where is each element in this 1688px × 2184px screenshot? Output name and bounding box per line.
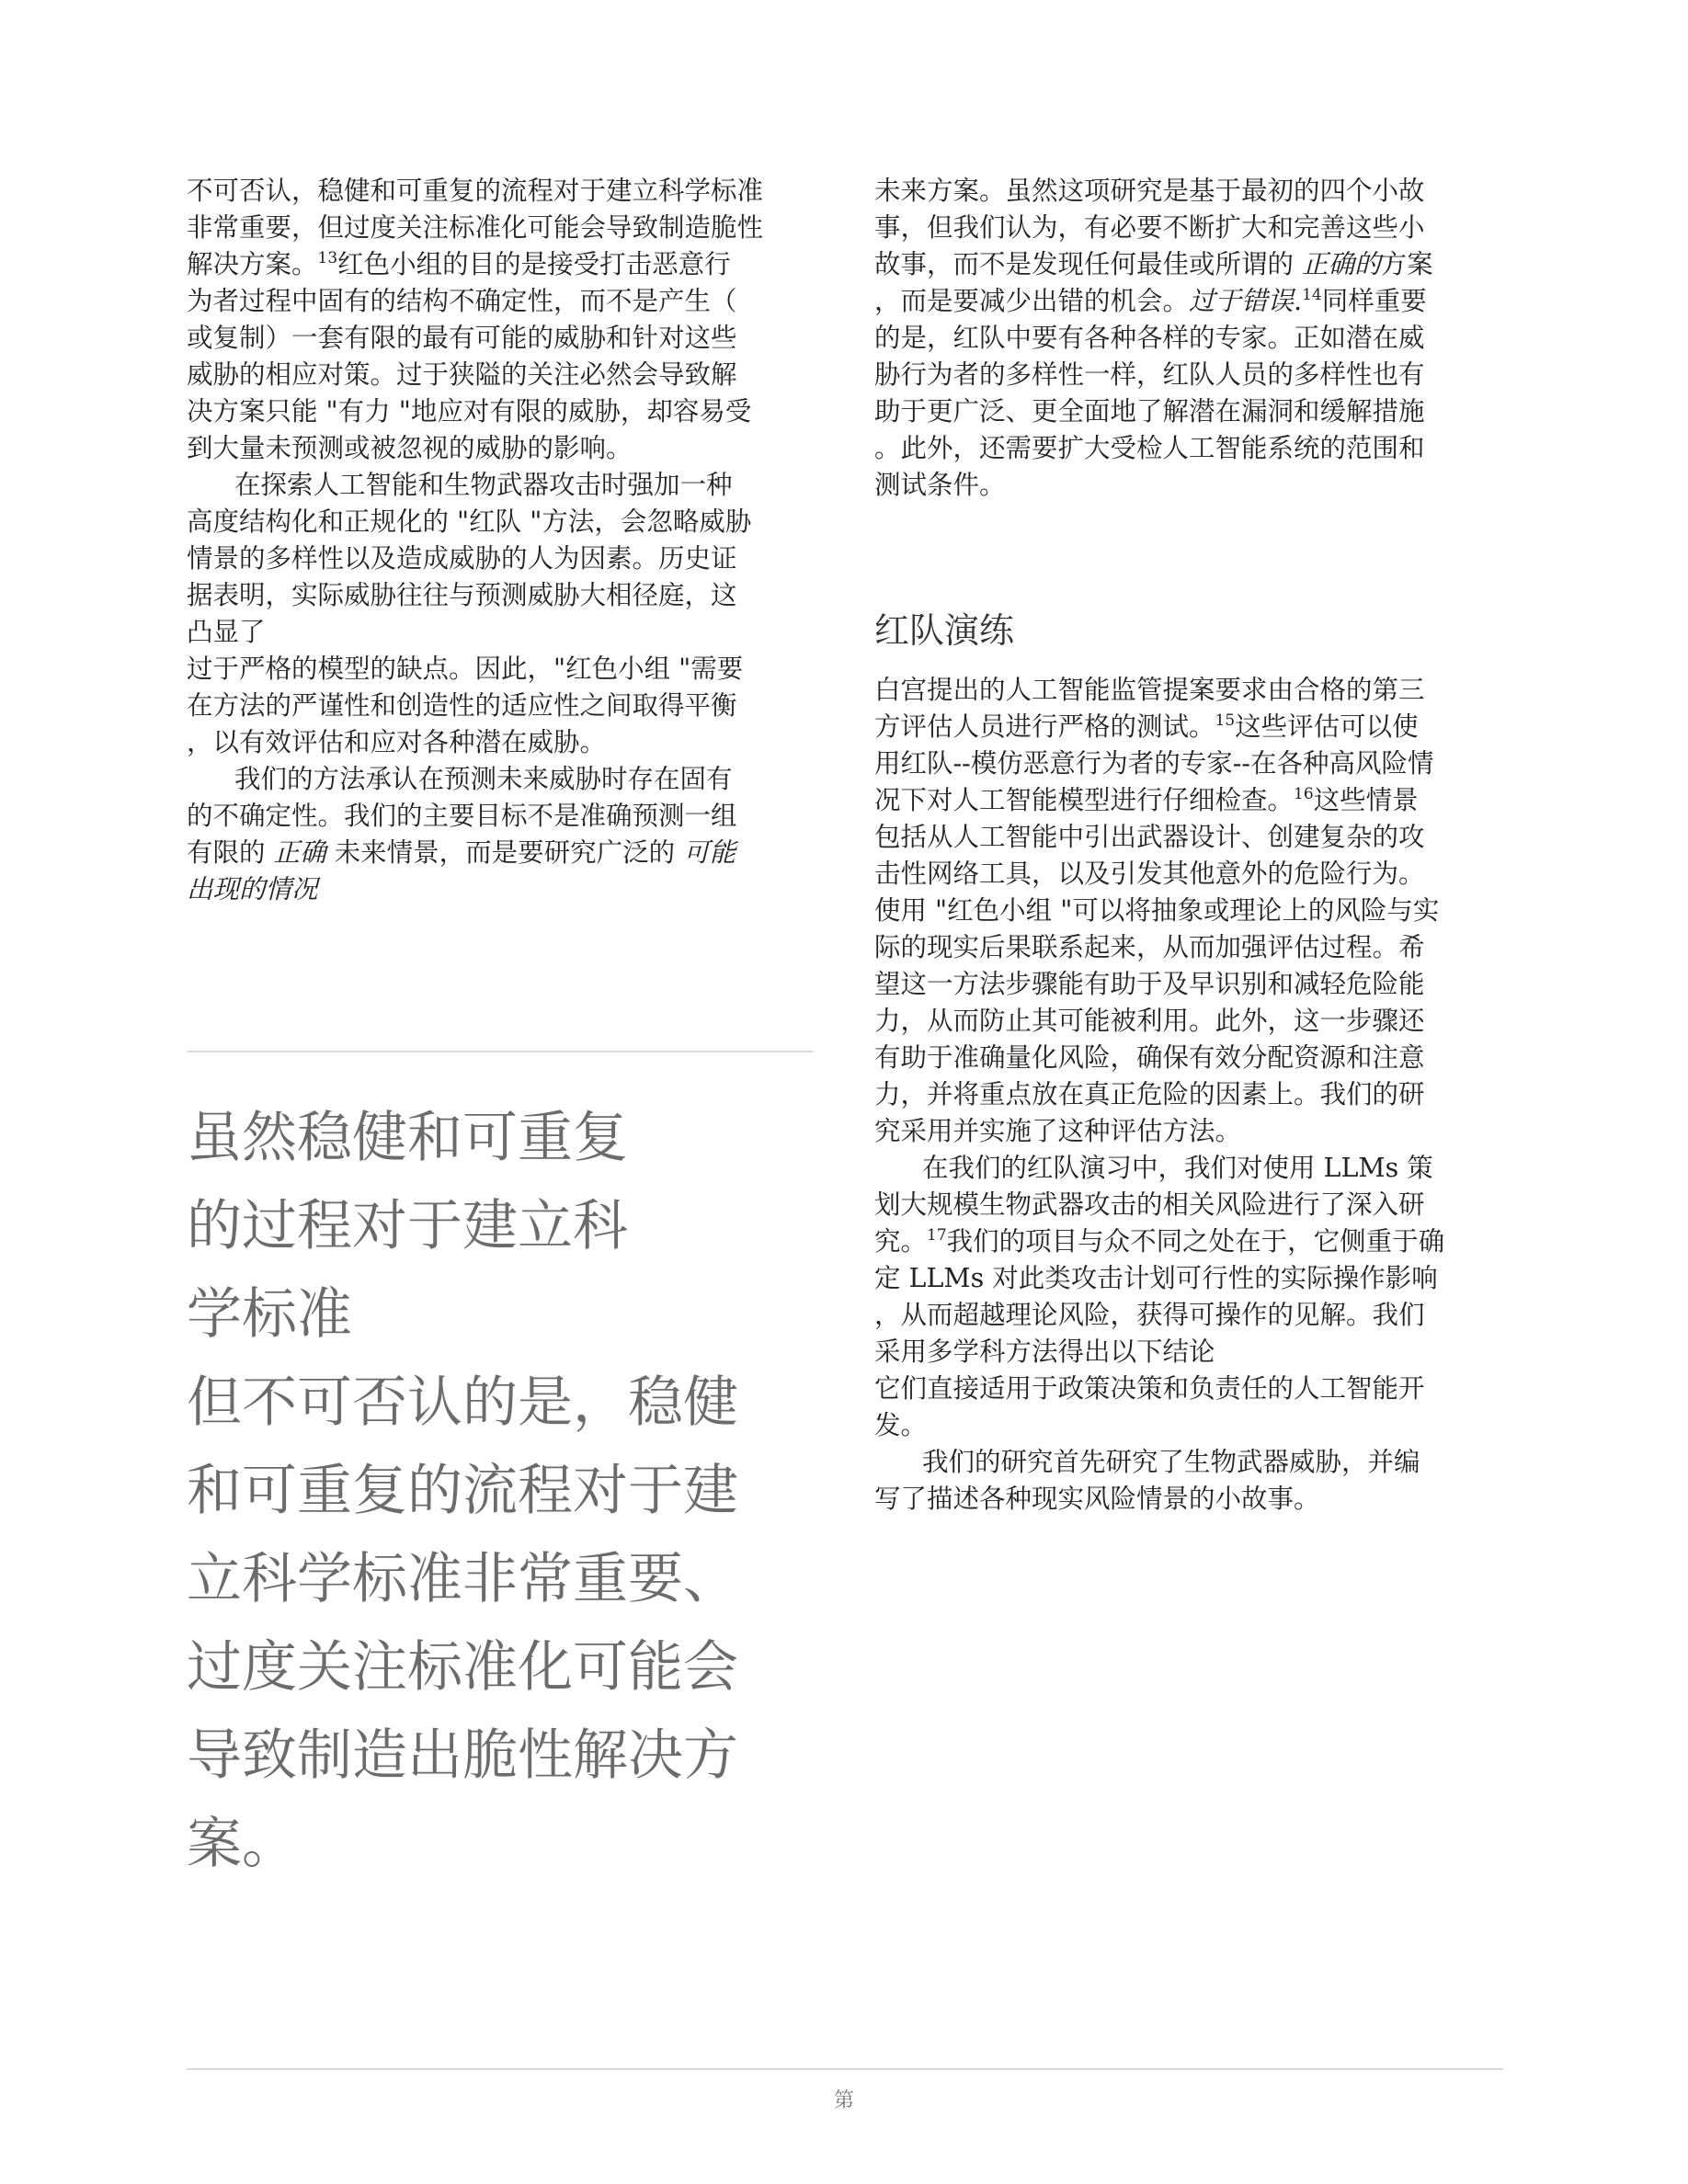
text-span: 解决方案。 (187, 249, 318, 279)
text-line: 高度结构化和正规化的 "红队 "方法，会忽略威胁 (187, 506, 752, 537)
text-line (187, 871, 814, 908)
text-span: 未来情景，而是要研究广泛的 (325, 837, 684, 868)
right-column-top (874, 173, 1502, 504)
text-line: 。此外，还需要扩大受检人工智能系统的范围和 (874, 433, 1425, 463)
text-line: 在探索人工智能和生物武器攻击时强加一种 (234, 470, 733, 500)
text-line: ，从而超越理论风险，获得可操作的见解。我们 (874, 1300, 1425, 1330)
text-line: 用红队--模仿恶意行为者的专家--在各种高风险情 (874, 748, 1434, 779)
pull-quote-divider (187, 1051, 814, 1052)
footnote-ref-16[interactable]: 16 (1294, 785, 1314, 803)
text-line: 的不确定性。我们的主要目标不是准确预测一组 (187, 801, 737, 831)
text-line: 白宫提出的人工智能监管提案要求由合格的第三 (874, 675, 1425, 705)
text-line: 到大量未预测或被忽视的威胁的影响。 (187, 433, 633, 463)
text-line: 有助于准确量化风险，确保有效分配资源和注意 (874, 1042, 1425, 1073)
pull-quote-line: 的过程对于建立科 (187, 1194, 628, 1258)
text-line: 使用 "红色小组 "可以将抽象或理论上的风险与实 (874, 895, 1440, 926)
right-paragraph-1 (874, 173, 1502, 504)
text-line: 过于严格的模型的缺点。因此，"红色小组 "需要 (187, 654, 744, 684)
right-column-bottom (874, 672, 1502, 1518)
text-line: 不可否认，稳健和可重复的流程对于建立科学标准 (187, 176, 764, 206)
text-line: 写了描述各种现实风险情景的小故事。 (874, 1484, 1320, 1514)
footnote-ref-14[interactable]: 14 (1302, 286, 1322, 304)
text-line: 击性网络工具，以及引发其他意外的危险行为。 (874, 859, 1425, 889)
text-span: . (1294, 286, 1303, 316)
emphasis-text: 正确 (273, 837, 326, 868)
text-line: 威胁的相应对策。过于狭隘的关注必然会导致解 (187, 359, 737, 390)
page-number: 第 (833, 2089, 854, 2112)
right-paragraph-2 (874, 672, 1502, 1150)
emphasis-text: 出现的情况 (187, 874, 318, 904)
pull-quote-line: 和可重复的流程对于建 (187, 1459, 738, 1523)
text-line: 包括从人工智能中引出武器设计、创建复杂的攻 (874, 822, 1425, 852)
pull-quote-line: 过度关注标准化可能会 (187, 1635, 738, 1700)
text-line: 采用多学科方法得出以下结论 (874, 1337, 1215, 1367)
footnote-ref-13[interactable]: 13 (317, 249, 338, 267)
section-heading: 红队演练 (874, 610, 1015, 651)
text-line: 划大规模生物武器攻击的相关风险进行了深入研 (874, 1189, 1425, 1220)
text-span: 这些情景 (1313, 785, 1419, 815)
text-line: 在我们的红队演习中，我们对使用 LLMs 策 (922, 1153, 1433, 1183)
pull-quote-line: 学标准 (187, 1282, 352, 1347)
text-span: 有限的 (187, 837, 274, 868)
text-span: 我们的项目与众不同之处在于，它侧重于确 (946, 1226, 1445, 1257)
text-line: 定 LLMs 对此类攻击计划可行性的实际操作影响 (874, 1263, 1438, 1293)
text-span: 这些评估可以使 (1235, 711, 1419, 742)
text-line: 或复制）一套有限的最有可能的威胁和针对这些 (187, 323, 737, 353)
text-line: 我们的方法承认在预测未来威胁时存在固有 (234, 764, 733, 794)
emphasis-text: 过于错误 (1189, 286, 1295, 316)
text-span: 红色小组的目的是接受打击恶意行 (337, 249, 731, 279)
text-line: ，以有效评估和应对各种潜在威胁。 (187, 727, 607, 757)
text-line: 为者过程中固有的结构不确定性，而不是产生（ (187, 286, 737, 316)
text-line: 非常重要，但过度关注标准化可能会导致制造脆性 (187, 212, 764, 243)
text-span: 方案 (1380, 249, 1433, 279)
text-span: 同样重要 (1321, 286, 1427, 316)
text-span: 故事，而不是发现任何最佳或所谓的 (874, 249, 1303, 279)
text-line: 决方案只能 "有力 "地应对有限的威胁，却容易受 (187, 396, 752, 427)
text-line: 它们直接适用于政策决策和负责任的人工智能开 (874, 1373, 1425, 1404)
left-column (187, 173, 814, 908)
text-line (874, 709, 1502, 745)
text-line: 力，并将重点放在真正危险的因素上。我们的研 (874, 1079, 1425, 1109)
left-paragraph-1 (187, 173, 814, 467)
pull-quote-line: 虽然稳健和可重复 (187, 1106, 628, 1170)
text-line: 未来方案。虽然这项研究是基于最初的四个小故 (874, 176, 1425, 206)
text-line: 据表明，实际威胁往往与预测威胁大相径庭，这 (187, 580, 737, 610)
pull-quote-line: 立科学标准非常重要、 (187, 1547, 738, 1611)
text-line: 胁行为者的多样性一样，红队人员的多样性也有 (874, 359, 1425, 390)
footnote-ref-17[interactable]: 17 (927, 1226, 947, 1245)
text-span: 方评估人员进行严格的测试。 (874, 711, 1215, 742)
text-line: 究采用并实施了这种评估方法。 (874, 1116, 1242, 1146)
text-line (187, 246, 814, 283)
text-line: 际的现实后果联系起来，从而加强评估过程。希 (874, 932, 1425, 962)
text-line: 助于更广泛、更全面地了解潜在漏洞和缓解措施 (874, 396, 1425, 427)
text-line: 我们的研究首先研究了生物武器威胁，并编 (922, 1447, 1420, 1477)
text-span: 究。 (874, 1226, 928, 1257)
pull-quote (187, 1094, 821, 1888)
emphasis-text: 正确的 (1302, 249, 1381, 279)
left-paragraph-3 (187, 761, 814, 908)
text-line (874, 782, 1502, 819)
left-paragraph-2 (187, 467, 814, 761)
text-line (874, 1223, 1502, 1260)
text-span: 况下对人工智能模型进行仔细检查。 (874, 785, 1295, 815)
text-line: 发。 (874, 1410, 928, 1440)
text-line (874, 283, 1502, 320)
text-line (874, 246, 1502, 283)
text-line: 情景的多样性以及造成威胁的人为因素。历史证 (187, 543, 737, 574)
text-line: 测试条件。 (874, 470, 1006, 500)
footer-divider (187, 2068, 1503, 2070)
right-paragraph-3 (874, 1150, 1502, 1444)
pull-quote-line: 但不可否认的是，稳健 (187, 1371, 738, 1435)
emphasis-text: 可能 (683, 837, 736, 868)
text-span: ，而是要减少出错的机会。 (874, 286, 1190, 316)
text-line: 力，从而防止其可能被利用。此外，这一步骤还 (874, 1006, 1425, 1036)
footnote-ref-15[interactable]: 15 (1215, 711, 1236, 730)
pull-quote-line: 案。 (187, 1812, 297, 1876)
text-line: 在方法的严谨性和创造性的适应性之间取得平衡 (187, 690, 737, 721)
text-line: 的是，红队中要有各种各样的专家。正如潜在威 (874, 323, 1425, 353)
pull-quote-line: 导致制造出脆性解决方 (187, 1723, 738, 1788)
right-paragraph-4 (874, 1444, 1502, 1518)
text-line (187, 835, 814, 871)
text-line: 凸显了 (187, 617, 266, 647)
text-line: 望这一方法步骤能有助于及早识别和减轻危险能 (874, 969, 1425, 999)
text-line: 事，但我们认为，有必要不断扩大和完善这些小 (874, 212, 1425, 243)
